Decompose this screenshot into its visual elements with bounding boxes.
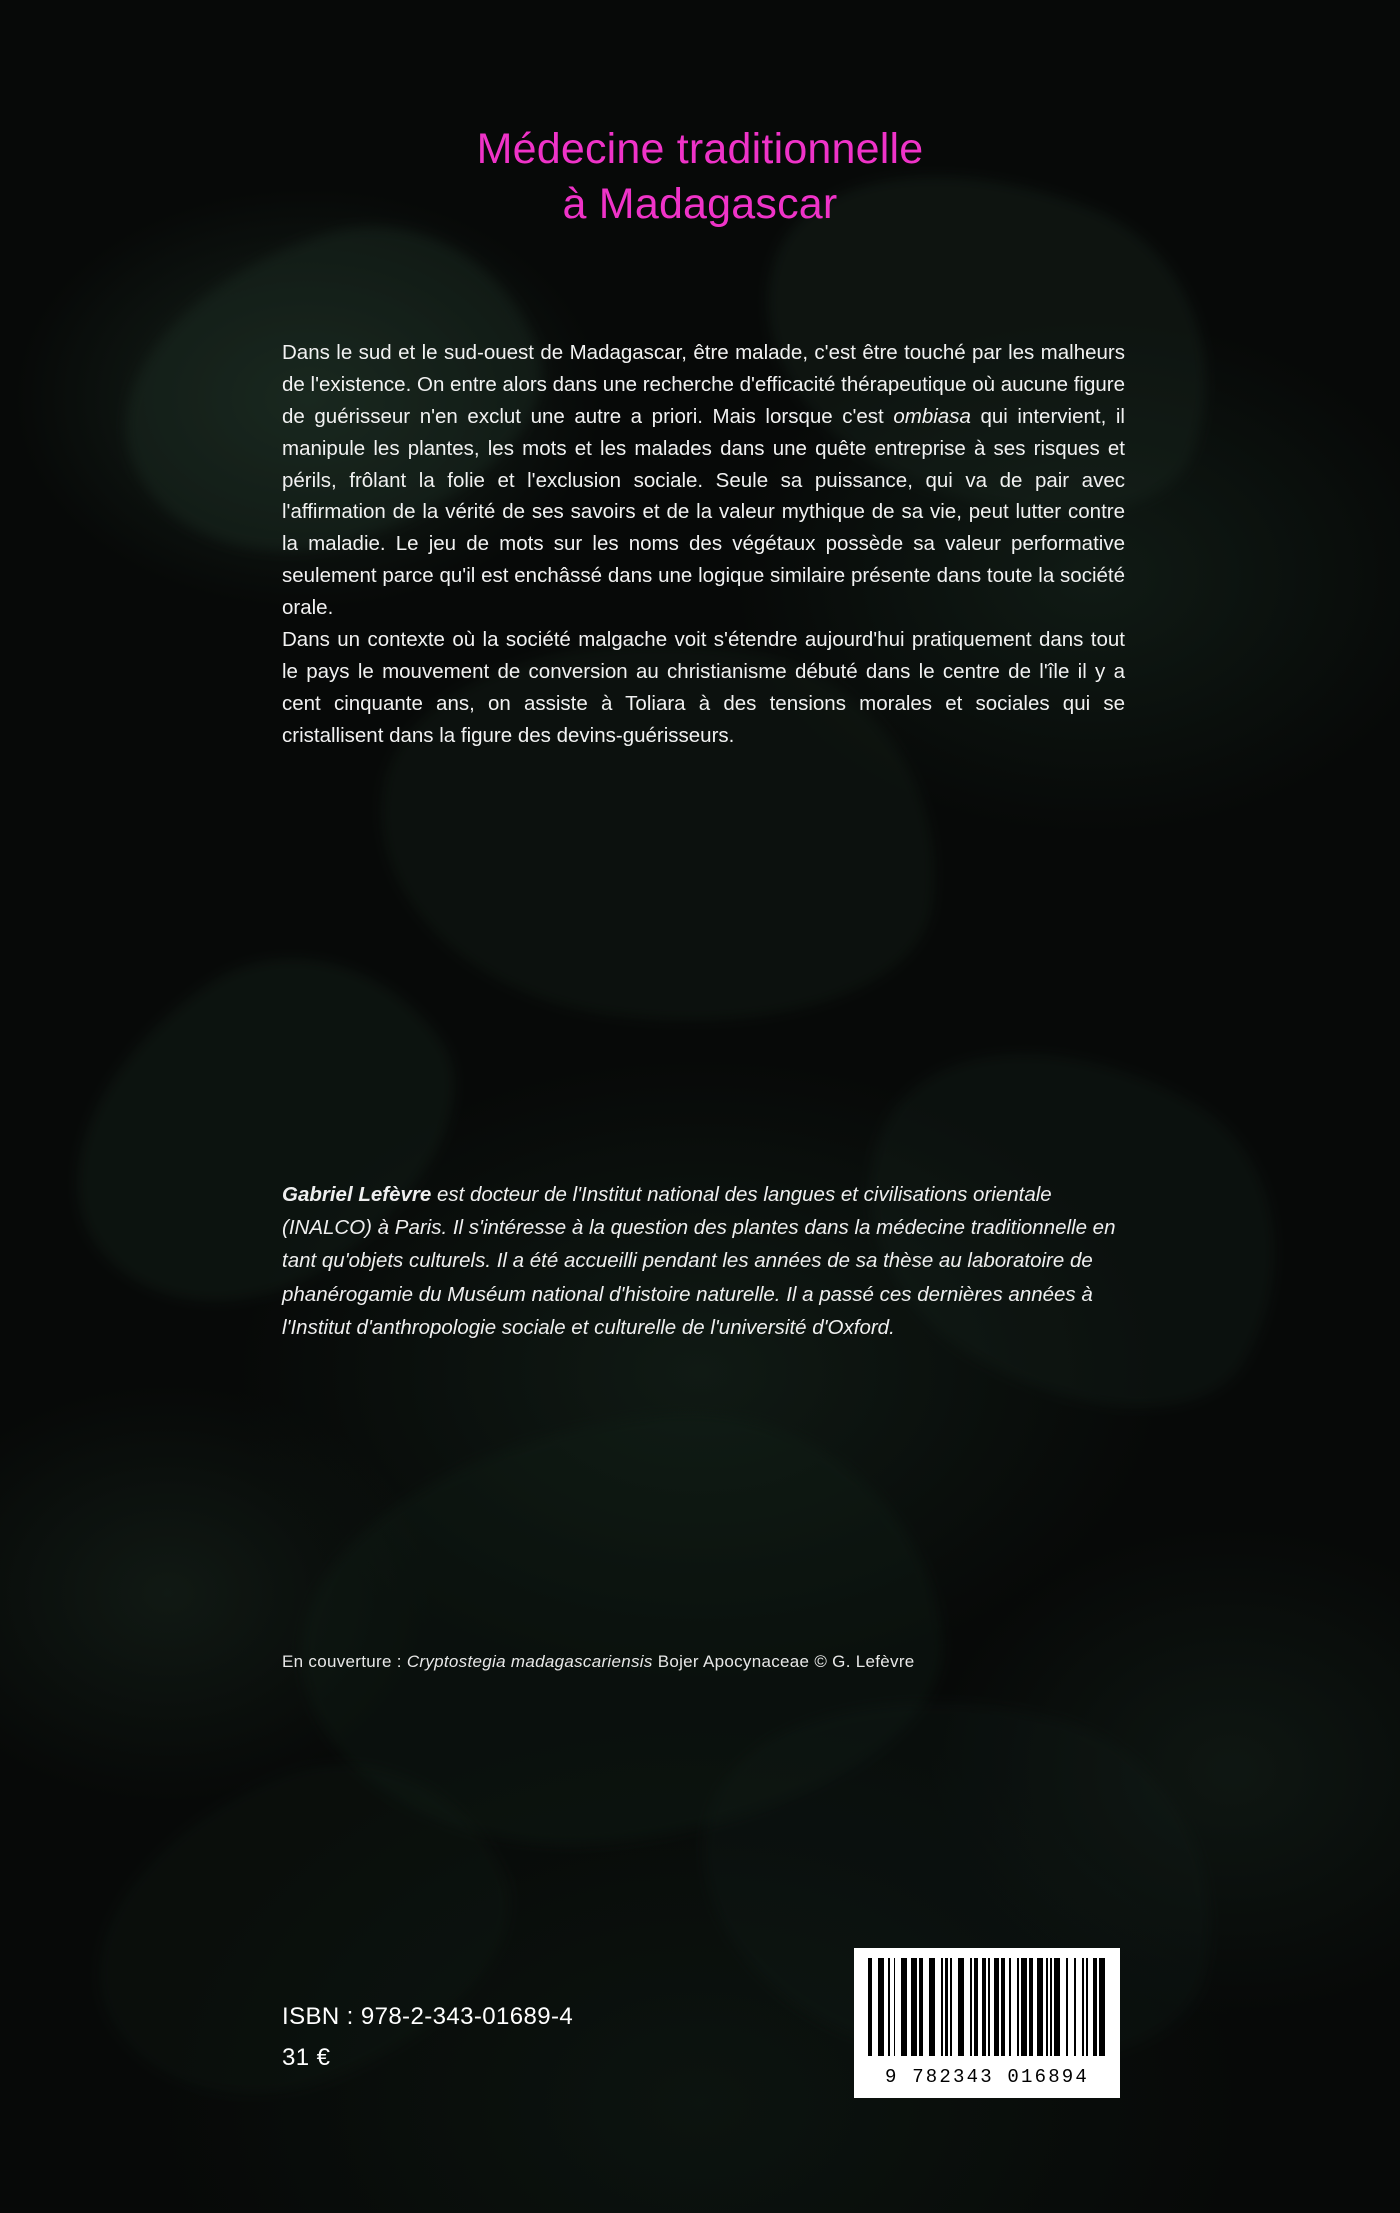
- blurb-p1-italic-term: ombiasa: [893, 404, 971, 428]
- credit-suffix: Bojer Apocynaceae © G. Lefèvre: [652, 1652, 915, 1671]
- price-text: 31 €: [282, 2044, 331, 2072]
- author-bio-text: est docteur de l'Institut national des langues et civilisations orientale (INALCO) à Paris. Il s'intéresse à la question des plantes dans la médecine traditionnelle en tant qu'objets culturels. Il a été accueilli pendant les années de sa thèse au laboratoire de phanérogamie du Muséum national d'histoire naturelle. Il a passé ces dernières années à l'Institut d'anthropologie sociale et culturelle de l'université d'Oxford.: [282, 1183, 1116, 1339]
- book-title-line-2: à Madagascar: [562, 180, 838, 229]
- ean-barcode: [854, 1948, 1120, 2098]
- author-biography: [282, 1178, 1125, 1344]
- book-title-line-1: Médecine traditionnelle: [476, 125, 924, 173]
- isbn-price-block: [282, 1998, 573, 2076]
- back-cover-blurb: [282, 337, 1125, 751]
- cover-image-credit: [282, 1652, 1125, 1672]
- author-name: Gabriel Lefèvre: [282, 1183, 432, 1206]
- blurb-p1-part1: Dans le sud et le sud-ouest de Madagascar, être malade, c'est être touché par les malheurs de l'existence. On entre alors dans une recherche d'efficacité thérapeutique où aucune figure de guérisseur n'en exclut une autre a priori. Mais lorsque c'est: [282, 341, 1125, 428]
- barcode-number: 9 782343 016894: [884, 2066, 1090, 2088]
- barcode-bars: [868, 1958, 1106, 2056]
- book-title: [0, 122, 1400, 232]
- isbn-text: ISBN : 978-2-343-01689-4: [282, 2003, 574, 2030]
- blurb-paragraph-1: [282, 337, 1125, 624]
- blurb-paragraph-2: Dans un contexte où la société malgache voit s'étendre aujourd'hui pratiquement dans tout le pays le mouvement de conversion au christianisme débuté dans le centre de l'île il y a cent cinquante ans, on assiste à Toliara à des tensions morales et sociales qui se cristallisent dans la figure des devins-guérisseurs.: [282, 627, 1125, 747]
- blurb-p1-part2: qui intervient, il manipule les plantes, les mots et les malades dans une quête entreprise à ses risques et périls, frôlant la folie et l'exclusion sociale. Seule sa puissance, qui va de pair avec l'affirmation de la vérité de ses savoirs et de la valeur mythique de sa vie, peut lutter contre la maladie. Le jeu de mots sur les noms des végétaux possède sa valeur performative seulement parce qu'il est enchâssé dans une logique similaire présente dans toute la société orale.: [282, 404, 1125, 619]
- credit-prefix: En couverture :: [282, 1652, 407, 1671]
- credit-species-name: Cryptostegia madagascariensis: [406, 1652, 653, 1671]
